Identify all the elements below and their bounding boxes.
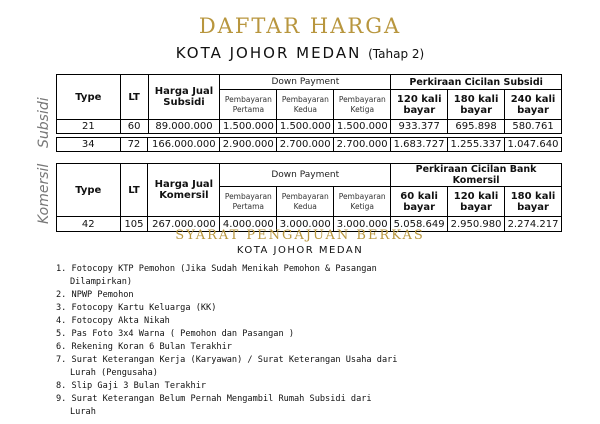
requirements-list: [56, 263, 586, 419]
list-item: 1. Fotocopy KTP Pemohon (Jika Sudah Menikah Pemohon & Pasangan Dilampirkan): [56, 264, 377, 287]
list-item: 9. Surat Keterangan Belum Pernah Mengambil Rumah Subsidi dari Lurah: [56, 394, 372, 417]
table-row: 21 60 89.000.000 1.500.000 1.500.000 1.500.000 933.377 695.898 580.761: [57, 120, 562, 134]
list-item: 2. NPWP Pemohon: [56, 290, 134, 300]
list-item: 7. Surat Keterangan Kerja (Karyawan) / Surat Keterangan Usaha dari Lurah (Pengusaha): [56, 355, 398, 378]
col-lt: LT: [120, 75, 148, 120]
list-item: 4. Fotocopy Akta Nikah: [56, 316, 170, 326]
syarat-title: SYARAT PENGAJUAN BERKAS: [175, 228, 425, 243]
col-harga: [148, 75, 220, 120]
list-item: 6. Rekening Koran 6 Bulan Terakhir: [56, 342, 232, 352]
col-dp2: Pembayaran Kedua: [277, 187, 334, 217]
syarat-subtitle: KOTA JOHOR MEDAN: [236, 245, 364, 256]
list-item: 8. Slip Gaji 3 Bulan Terakhir: [56, 381, 207, 391]
subsidi-price-table: [56, 74, 562, 134]
col-down-payment: Down Payment: [220, 164, 391, 187]
list-item: 3. Fotocopy Kartu Keluarga (KK): [56, 303, 217, 313]
col-down-payment: Down Payment: [220, 75, 391, 90]
col-cicilan: Perkiraan Cicilan Bank Komersil: [391, 164, 562, 187]
col-c3: 240 kali bayar: [505, 90, 562, 120]
col-lt: LT: [120, 164, 148, 217]
col-c1: 60 kali bayar: [391, 187, 448, 217]
col-c1: 120 kali bayar: [391, 90, 448, 120]
komersil-price-table: [56, 163, 562, 232]
col-dp2: Pembayaran Kedua: [277, 90, 334, 120]
subsidi-price-table-row2: [56, 137, 562, 152]
col-dp3: Pembayaran Ketiga: [334, 90, 391, 120]
col-type: Type: [57, 75, 121, 120]
col-dp1: Pembayaran Pertama: [220, 90, 277, 120]
col-harga-line2: Subsidi: [163, 97, 205, 108]
col-c2: 120 kali bayar: [448, 187, 505, 217]
list-item: 5. Pas Foto 3x4 Warna ( Pemohon dan Pasangan ): [56, 329, 294, 339]
col-harga-line1: Harga Jual: [154, 86, 214, 97]
col-dp1: Pembayaran Pertama: [220, 187, 277, 217]
location-name: KOTA JOHOR MEDAN: [175, 44, 362, 62]
table-row: 42 105 267.000.000 4.000.000 3.000.000 3.000.000 5.058.649 2.950.980 2.274.217: [57, 217, 562, 232]
col-c3: 180 kali bayar: [505, 187, 562, 217]
table-row: 34 72 166.000.000 2.900.000 2.700.000 2.700.000 1.683.727 1.255.337 1.047.640: [57, 138, 562, 152]
komersil-side-label: Komersil: [36, 163, 52, 224]
col-cicilan: Perkiraan Cicilan Subsidi: [391, 75, 562, 90]
col-dp3: Pembayaran Ketiga: [334, 187, 391, 217]
page-title: DAFTAR HARGA: [198, 14, 402, 38]
phase-label: (Tahap 2): [368, 47, 425, 61]
col-harga: Harga Jual Komersil: [148, 164, 220, 217]
subsidi-side-label: Subsidi: [36, 97, 52, 148]
page-subtitle: [0, 44, 600, 62]
col-c2: 180 kali bayar: [448, 90, 505, 120]
col-type: Type: [57, 164, 121, 217]
